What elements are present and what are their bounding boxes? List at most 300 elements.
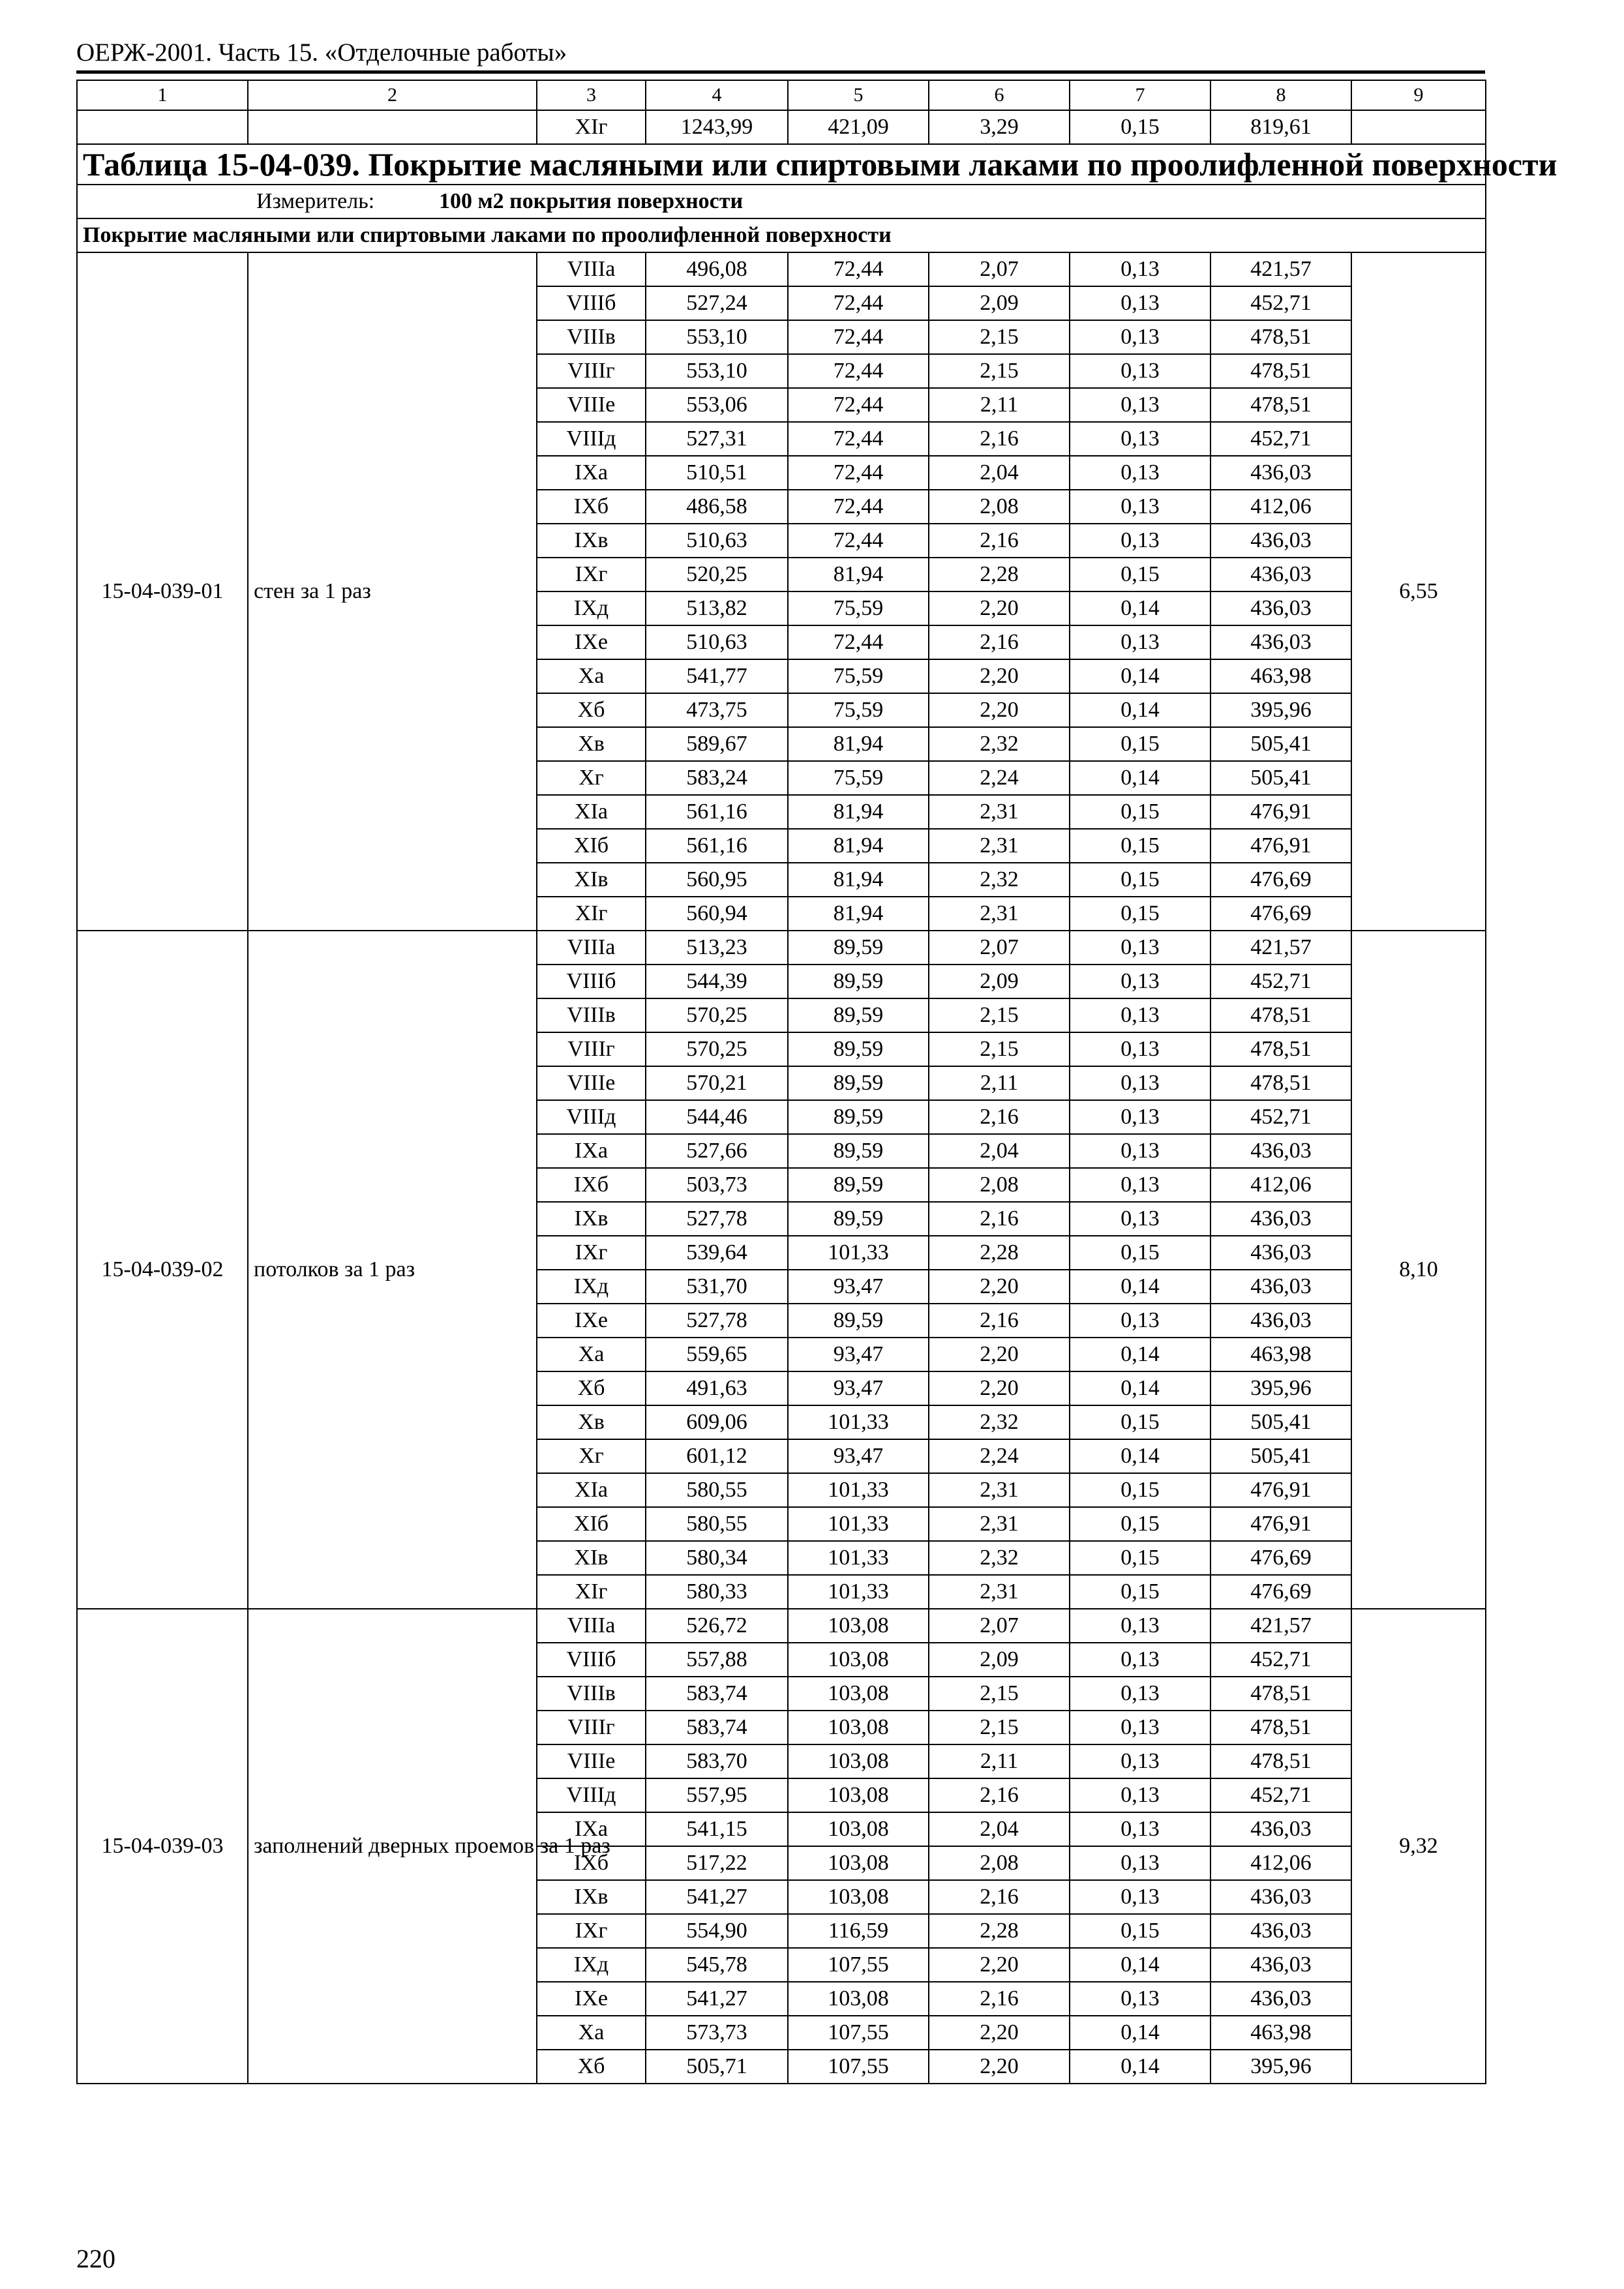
value-cell: 452,71 bbox=[1210, 286, 1351, 320]
value-cell: 520,25 bbox=[646, 558, 788, 591]
zone-cell: IXб bbox=[537, 1846, 646, 1880]
value-cell: 0,13 bbox=[1070, 388, 1210, 422]
work-name: стен за 1 раз bbox=[248, 252, 537, 931]
value-cell: 560,94 bbox=[646, 897, 788, 931]
value-cell: 436,03 bbox=[1210, 591, 1351, 625]
value-cell: 553,10 bbox=[646, 320, 788, 354]
column-number: 1 bbox=[77, 80, 248, 110]
value-cell: 412,06 bbox=[1210, 490, 1351, 524]
value-cell: 476,91 bbox=[1210, 795, 1351, 829]
zone-cell: XIг bbox=[537, 897, 646, 931]
value-cell: 436,03 bbox=[1210, 625, 1351, 659]
value-cell: 2,07 bbox=[929, 1609, 1070, 1643]
zone-cell: Xб bbox=[537, 693, 646, 727]
value-cell: 436,03 bbox=[1210, 1134, 1351, 1168]
value-cell: 436,03 bbox=[1210, 1270, 1351, 1304]
value-cell: 93,47 bbox=[788, 1338, 929, 1371]
column-number: 4 bbox=[646, 80, 788, 110]
table-title-row bbox=[77, 144, 1486, 185]
value-cell: 0,15 bbox=[1070, 1575, 1210, 1609]
value-cell: 0,13 bbox=[1070, 1982, 1210, 2016]
zone-cell: VIIIв bbox=[537, 998, 646, 1032]
value-cell: 527,78 bbox=[646, 1202, 788, 1236]
value-cell: 2,20 bbox=[929, 1338, 1070, 1371]
value-cell: 0,15 bbox=[1070, 558, 1210, 591]
rate-code: 15-04-039-02 bbox=[77, 931, 248, 1609]
zone-cell: VIIIг bbox=[537, 1032, 646, 1066]
value-cell: 72,44 bbox=[788, 456, 929, 490]
value-cell: 463,98 bbox=[1210, 1338, 1351, 1371]
value-cell: 0,15 bbox=[1070, 1405, 1210, 1439]
value-cell: 539,64 bbox=[646, 1236, 788, 1270]
value-cell: 0,15 bbox=[1070, 1914, 1210, 1948]
value-cell: 2,28 bbox=[929, 558, 1070, 591]
value-cell: 0,15 bbox=[1070, 1541, 1210, 1575]
zone-cell: VIIIб bbox=[537, 286, 646, 320]
value-cell: 2,15 bbox=[929, 1677, 1070, 1711]
zone-cell: Xг bbox=[537, 1439, 646, 1473]
value-cell: 513,82 bbox=[646, 591, 788, 625]
zone-cell: IXе bbox=[537, 1304, 646, 1338]
value-cell: 101,33 bbox=[788, 1405, 929, 1439]
zone-cell: VIIIв bbox=[537, 320, 646, 354]
value-cell: 2,15 bbox=[929, 1711, 1070, 1744]
column-number: 9 bbox=[1351, 80, 1486, 110]
zone-cell: IXб bbox=[537, 1168, 646, 1202]
value-cell: 2,16 bbox=[929, 524, 1070, 558]
value-cell: 527,31 bbox=[646, 422, 788, 456]
value-cell: 0,15 bbox=[1070, 795, 1210, 829]
value-cell: 89,59 bbox=[788, 1304, 929, 1338]
value-cell: 0,13 bbox=[1070, 1711, 1210, 1744]
zone-cell: VIIIа bbox=[537, 931, 646, 965]
value-cell: 436,03 bbox=[1210, 1304, 1351, 1338]
value-cell: 505,41 bbox=[1210, 1405, 1351, 1439]
value-cell: 72,44 bbox=[788, 524, 929, 558]
value-cell: 0,13 bbox=[1070, 490, 1210, 524]
value-cell: 476,91 bbox=[1210, 1507, 1351, 1541]
value-cell: 2,16 bbox=[929, 1100, 1070, 1134]
value-cell: 517,22 bbox=[646, 1846, 788, 1880]
value-cell: 452,71 bbox=[1210, 1643, 1351, 1677]
table-cell: 1243,99 bbox=[646, 110, 788, 144]
value-cell: 580,34 bbox=[646, 1541, 788, 1575]
zone-cell: IXг bbox=[537, 558, 646, 591]
value-cell: 2,20 bbox=[929, 591, 1070, 625]
value-cell: 473,75 bbox=[646, 693, 788, 727]
value-cell: 2,15 bbox=[929, 320, 1070, 354]
zone-cell: VIIIд bbox=[537, 1100, 646, 1134]
value-cell: 463,98 bbox=[1210, 2016, 1351, 2050]
value-cell: 75,59 bbox=[788, 591, 929, 625]
table-title: Таблица 15-04-039. Покрытие масляными или спиртовыми лаками по проолифленной поверхности bbox=[77, 144, 1486, 185]
value-cell: 2,07 bbox=[929, 931, 1070, 965]
value-cell: 2,11 bbox=[929, 388, 1070, 422]
value-cell: 116,59 bbox=[788, 1914, 929, 1948]
zone-cell: VIIIб bbox=[537, 1643, 646, 1677]
zone-cell: IXг bbox=[537, 1914, 646, 1948]
value-cell: 541,77 bbox=[646, 659, 788, 693]
value-cell: 0,14 bbox=[1070, 2050, 1210, 2084]
zone-cell: VIIIа bbox=[537, 252, 646, 286]
zone-cell: VIIIг bbox=[537, 354, 646, 388]
value-cell: 436,03 bbox=[1210, 1982, 1351, 2016]
value-cell: 93,47 bbox=[788, 1439, 929, 1473]
value-cell: 103,08 bbox=[788, 1609, 929, 1643]
zone-cell: IXб bbox=[537, 490, 646, 524]
value-cell: 2,32 bbox=[929, 1541, 1070, 1575]
value-cell: 421,57 bbox=[1210, 1609, 1351, 1643]
zone-cell: Xв bbox=[537, 1405, 646, 1439]
value-cell: 103,08 bbox=[788, 1778, 929, 1812]
value-cell: 2,32 bbox=[929, 727, 1070, 761]
value-cell: 2,16 bbox=[929, 1982, 1070, 2016]
value-cell: 103,08 bbox=[788, 1982, 929, 2016]
zone-cell: XIв bbox=[537, 863, 646, 897]
value-cell: 0,14 bbox=[1070, 1948, 1210, 1982]
value-cell: 2,28 bbox=[929, 1236, 1070, 1270]
value-cell: 476,69 bbox=[1210, 863, 1351, 897]
value-cell: 421,57 bbox=[1210, 252, 1351, 286]
work-name: заполнений дверных проемов за 1 раз bbox=[248, 1609, 537, 2084]
value-cell: 103,08 bbox=[788, 1744, 929, 1778]
value-cell: 553,10 bbox=[646, 354, 788, 388]
value-cell: 72,44 bbox=[788, 354, 929, 388]
value-cell: 580,55 bbox=[646, 1507, 788, 1541]
value-cell: 561,16 bbox=[646, 829, 788, 863]
value-cell: 89,59 bbox=[788, 931, 929, 965]
value-cell: 2,20 bbox=[929, 2050, 1070, 2084]
value-cell: 2,08 bbox=[929, 1168, 1070, 1202]
section-row bbox=[77, 218, 1486, 252]
value-cell: 0,13 bbox=[1070, 1880, 1210, 1914]
value-cell: 557,95 bbox=[646, 1778, 788, 1812]
column-number: 7 bbox=[1070, 80, 1210, 110]
value-cell: 491,63 bbox=[646, 1371, 788, 1405]
value-cell: 0,13 bbox=[1070, 286, 1210, 320]
value-cell: 2,08 bbox=[929, 490, 1070, 524]
value-cell: 2,28 bbox=[929, 1914, 1070, 1948]
column-numbers-row bbox=[77, 80, 1486, 110]
zone-cell: VIIIе bbox=[537, 388, 646, 422]
value-cell: 0,13 bbox=[1070, 931, 1210, 965]
zone-cell: IXв bbox=[537, 1202, 646, 1236]
value-cell: 2,16 bbox=[929, 625, 1070, 659]
value-cell: 476,69 bbox=[1210, 897, 1351, 931]
zone-cell: IXв bbox=[537, 524, 646, 558]
value-cell: 478,51 bbox=[1210, 1066, 1351, 1100]
value-cell: 2,20 bbox=[929, 659, 1070, 693]
value-cell: 81,94 bbox=[788, 558, 929, 591]
value-cell: 0,13 bbox=[1070, 965, 1210, 998]
value-cell: 72,44 bbox=[788, 286, 929, 320]
value-cell: 505,71 bbox=[646, 2050, 788, 2084]
value-cell: 0,13 bbox=[1070, 1168, 1210, 1202]
value-cell: 81,94 bbox=[788, 727, 929, 761]
value-cell: 436,03 bbox=[1210, 456, 1351, 490]
value-cell: 89,59 bbox=[788, 1168, 929, 1202]
value-cell: 541,27 bbox=[646, 1982, 788, 2016]
value-cell: 75,59 bbox=[788, 693, 929, 727]
value-cell: 2,16 bbox=[929, 1304, 1070, 1338]
value-cell: 557,88 bbox=[646, 1643, 788, 1677]
value-cell: 0,14 bbox=[1070, 761, 1210, 795]
zone-cell: Xб bbox=[537, 1371, 646, 1405]
value-cell: 107,55 bbox=[788, 2016, 929, 2050]
value-cell: 478,51 bbox=[1210, 1677, 1351, 1711]
value-cell: 544,46 bbox=[646, 1100, 788, 1134]
value-cell: 0,14 bbox=[1070, 1338, 1210, 1371]
value-cell: 0,15 bbox=[1070, 1473, 1210, 1507]
value-cell: 75,59 bbox=[788, 659, 929, 693]
zone-cell: IXа bbox=[537, 456, 646, 490]
value-cell: 72,44 bbox=[788, 422, 929, 456]
value-cell: 541,15 bbox=[646, 1812, 788, 1846]
work-name: потолков за 1 раз bbox=[248, 931, 537, 1609]
value-cell: 527,24 bbox=[646, 286, 788, 320]
value-cell: 0,13 bbox=[1070, 1846, 1210, 1880]
value-cell: 478,51 bbox=[1210, 354, 1351, 388]
value-cell: 2,24 bbox=[929, 761, 1070, 795]
value-cell: 2,31 bbox=[929, 1507, 1070, 1541]
zone-cell: XIв bbox=[537, 1541, 646, 1575]
zone-cell: VIIIв bbox=[537, 1677, 646, 1711]
value-cell: 601,12 bbox=[646, 1439, 788, 1473]
value-cell: 2,15 bbox=[929, 998, 1070, 1032]
value-cell: 103,08 bbox=[788, 1643, 929, 1677]
value-cell: 93,47 bbox=[788, 1270, 929, 1304]
value-cell: 0,14 bbox=[1070, 1270, 1210, 1304]
value-cell: 0,13 bbox=[1070, 1609, 1210, 1643]
value-cell: 436,03 bbox=[1210, 1236, 1351, 1270]
value-cell: 81,94 bbox=[788, 863, 929, 897]
value-cell: 436,03 bbox=[1210, 524, 1351, 558]
value-cell: 72,44 bbox=[788, 388, 929, 422]
zone-cell: IXд bbox=[537, 591, 646, 625]
value-cell: 452,71 bbox=[1210, 1778, 1351, 1812]
value-cell: 0,13 bbox=[1070, 320, 1210, 354]
value-cell: 553,06 bbox=[646, 388, 788, 422]
table-cell bbox=[77, 110, 248, 144]
rate-code: 15-04-039-01 bbox=[77, 252, 248, 931]
value-cell: 0,14 bbox=[1070, 1439, 1210, 1473]
value-cell: 583,24 bbox=[646, 761, 788, 795]
value-cell: 452,71 bbox=[1210, 1100, 1351, 1134]
value-cell: 510,63 bbox=[646, 524, 788, 558]
value-cell: 580,55 bbox=[646, 1473, 788, 1507]
value-cell: 478,51 bbox=[1210, 1032, 1351, 1066]
value-cell: 436,03 bbox=[1210, 558, 1351, 591]
zone-cell: VIIIа bbox=[537, 1609, 646, 1643]
unit-row bbox=[77, 185, 1486, 218]
value-cell: 0,15 bbox=[1070, 727, 1210, 761]
value-cell: 0,15 bbox=[1070, 863, 1210, 897]
value-cell: 436,03 bbox=[1210, 1812, 1351, 1846]
zone-cell: IXа bbox=[537, 1812, 646, 1846]
value-cell: 544,39 bbox=[646, 965, 788, 998]
zone-cell: IXа bbox=[537, 1134, 646, 1168]
value-cell: 2,16 bbox=[929, 1778, 1070, 1812]
zone-cell: VIIIе bbox=[537, 1744, 646, 1778]
value-cell: 0,13 bbox=[1070, 998, 1210, 1032]
value-cell: 561,16 bbox=[646, 795, 788, 829]
labor-cost: 8,10 bbox=[1351, 931, 1486, 1609]
value-cell: 103,08 bbox=[788, 1677, 929, 1711]
value-cell: 2,04 bbox=[929, 1812, 1070, 1846]
zone-cell: Xа bbox=[537, 2016, 646, 2050]
value-cell: 505,41 bbox=[1210, 761, 1351, 795]
value-cell: 2,24 bbox=[929, 1439, 1070, 1473]
value-cell: 2,08 bbox=[929, 1846, 1070, 1880]
value-cell: 526,72 bbox=[646, 1609, 788, 1643]
value-cell: 72,44 bbox=[788, 320, 929, 354]
value-cell: 2,15 bbox=[929, 354, 1070, 388]
column-number: 5 bbox=[788, 80, 929, 110]
value-cell: 89,59 bbox=[788, 1202, 929, 1236]
value-cell: 0,13 bbox=[1070, 1812, 1210, 1846]
value-cell: 0,13 bbox=[1070, 1066, 1210, 1100]
value-cell: 421,57 bbox=[1210, 931, 1351, 965]
value-cell: 0,13 bbox=[1070, 1677, 1210, 1711]
value-cell: 583,70 bbox=[646, 1744, 788, 1778]
value-cell: 476,69 bbox=[1210, 1575, 1351, 1609]
table-cell bbox=[1351, 110, 1486, 144]
value-cell: 89,59 bbox=[788, 1134, 929, 1168]
value-cell: 0,13 bbox=[1070, 1202, 1210, 1236]
value-cell: 560,95 bbox=[646, 863, 788, 897]
table-row bbox=[77, 252, 1486, 286]
value-cell: 0,13 bbox=[1070, 456, 1210, 490]
zone-cell: XIа bbox=[537, 1473, 646, 1507]
value-cell: 0,14 bbox=[1070, 2016, 1210, 2050]
value-cell: 2,32 bbox=[929, 1405, 1070, 1439]
page-number: 220 bbox=[76, 2244, 115, 2273]
table-row bbox=[77, 1609, 1486, 1643]
value-cell: 2,15 bbox=[929, 1032, 1070, 1066]
value-cell: 2,31 bbox=[929, 795, 1070, 829]
zone-cell: VIIIе bbox=[537, 1066, 646, 1100]
value-cell: 463,98 bbox=[1210, 659, 1351, 693]
value-cell: 0,13 bbox=[1070, 1304, 1210, 1338]
page-header: ОЕРЖ-2001. Часть 15. «Отделочные работы» bbox=[76, 38, 1485, 74]
table-cell: 819,61 bbox=[1210, 110, 1351, 144]
value-cell: 2,31 bbox=[929, 829, 1070, 863]
unit-cell bbox=[77, 185, 1486, 218]
value-cell: 81,94 bbox=[788, 795, 929, 829]
value-cell: 103,08 bbox=[788, 1711, 929, 1744]
value-cell: 609,06 bbox=[646, 1405, 788, 1439]
zone-cell: IXв bbox=[537, 1880, 646, 1914]
value-cell: 0,14 bbox=[1070, 693, 1210, 727]
column-number: 2 bbox=[248, 80, 537, 110]
value-cell: 2,09 bbox=[929, 1643, 1070, 1677]
value-cell: 2,16 bbox=[929, 1880, 1070, 1914]
zone-cell: VIIIб bbox=[537, 965, 646, 998]
zone-cell: Xа bbox=[537, 659, 646, 693]
value-cell: 476,91 bbox=[1210, 1473, 1351, 1507]
value-cell: 2,20 bbox=[929, 2016, 1070, 2050]
zone-cell: Xг bbox=[537, 761, 646, 795]
value-cell: 531,70 bbox=[646, 1270, 788, 1304]
value-cell: 0,13 bbox=[1070, 625, 1210, 659]
zone-cell: IXд bbox=[537, 1270, 646, 1304]
column-number: 6 bbox=[929, 80, 1070, 110]
value-cell: 101,33 bbox=[788, 1541, 929, 1575]
value-cell: 0,13 bbox=[1070, 354, 1210, 388]
value-cell: 478,51 bbox=[1210, 320, 1351, 354]
section-title: Покрытие масляными или спиртовыми лаками по проолифленной поверхности bbox=[77, 218, 1486, 252]
column-number: 8 bbox=[1210, 80, 1351, 110]
unit-value: 100 м2 покрытия поверхности bbox=[439, 189, 744, 213]
column-number: 3 bbox=[537, 80, 646, 110]
value-cell: 101,33 bbox=[788, 1473, 929, 1507]
value-cell: 559,65 bbox=[646, 1338, 788, 1371]
value-cell: 103,08 bbox=[788, 1846, 929, 1880]
value-cell: 2,09 bbox=[929, 965, 1070, 998]
value-cell: 436,03 bbox=[1210, 1948, 1351, 1982]
value-cell: 583,74 bbox=[646, 1677, 788, 1711]
value-cell: 2,09 bbox=[929, 286, 1070, 320]
value-cell: 452,71 bbox=[1210, 422, 1351, 456]
zone-cell: IXе bbox=[537, 625, 646, 659]
value-cell: 527,66 bbox=[646, 1134, 788, 1168]
value-cell: 395,96 bbox=[1210, 693, 1351, 727]
value-cell: 589,67 bbox=[646, 727, 788, 761]
value-cell: 101,33 bbox=[788, 1507, 929, 1541]
value-cell: 2,04 bbox=[929, 456, 1070, 490]
carryover-row bbox=[77, 110, 1486, 144]
zone-cell: IXе bbox=[537, 1982, 646, 2016]
table-cell bbox=[248, 110, 537, 144]
value-cell: 103,08 bbox=[788, 1880, 929, 1914]
value-cell: 583,74 bbox=[646, 1711, 788, 1744]
value-cell: 395,96 bbox=[1210, 1371, 1351, 1405]
value-cell: 0,14 bbox=[1070, 1371, 1210, 1405]
zone-cell: Xа bbox=[537, 1338, 646, 1371]
zone-cell: Xб bbox=[537, 2050, 646, 2084]
value-cell: 541,27 bbox=[646, 1880, 788, 1914]
value-cell: 2,32 bbox=[929, 863, 1070, 897]
value-cell: 0,13 bbox=[1070, 252, 1210, 286]
zone-cell: XIа bbox=[537, 795, 646, 829]
value-cell: 89,59 bbox=[788, 1066, 929, 1100]
value-cell: 2,20 bbox=[929, 1948, 1070, 1982]
value-cell: 486,58 bbox=[646, 490, 788, 524]
value-cell: 2,07 bbox=[929, 252, 1070, 286]
value-cell: 570,25 bbox=[646, 1032, 788, 1066]
value-cell: 0,15 bbox=[1070, 1507, 1210, 1541]
value-cell: 2,20 bbox=[929, 1371, 1070, 1405]
value-cell: 2,31 bbox=[929, 1473, 1070, 1507]
value-cell: 476,69 bbox=[1210, 1541, 1351, 1575]
value-cell: 2,20 bbox=[929, 1270, 1070, 1304]
zone-cell: XIб bbox=[537, 829, 646, 863]
value-cell: 570,25 bbox=[646, 998, 788, 1032]
zone-cell: VIIIг bbox=[537, 1711, 646, 1744]
value-cell: 0,14 bbox=[1070, 591, 1210, 625]
value-cell: 81,94 bbox=[788, 897, 929, 931]
value-cell: 0,13 bbox=[1070, 524, 1210, 558]
value-cell: 554,90 bbox=[646, 1914, 788, 1948]
value-cell: 89,59 bbox=[788, 1032, 929, 1066]
value-cell: 412,06 bbox=[1210, 1168, 1351, 1202]
zone-cell: Xв bbox=[537, 727, 646, 761]
value-cell: 545,78 bbox=[646, 1948, 788, 1982]
unit-label: Измеритель: bbox=[256, 189, 375, 213]
value-cell: 436,03 bbox=[1210, 1202, 1351, 1236]
table-cell: 421,09 bbox=[788, 110, 929, 144]
value-cell: 478,51 bbox=[1210, 1744, 1351, 1778]
